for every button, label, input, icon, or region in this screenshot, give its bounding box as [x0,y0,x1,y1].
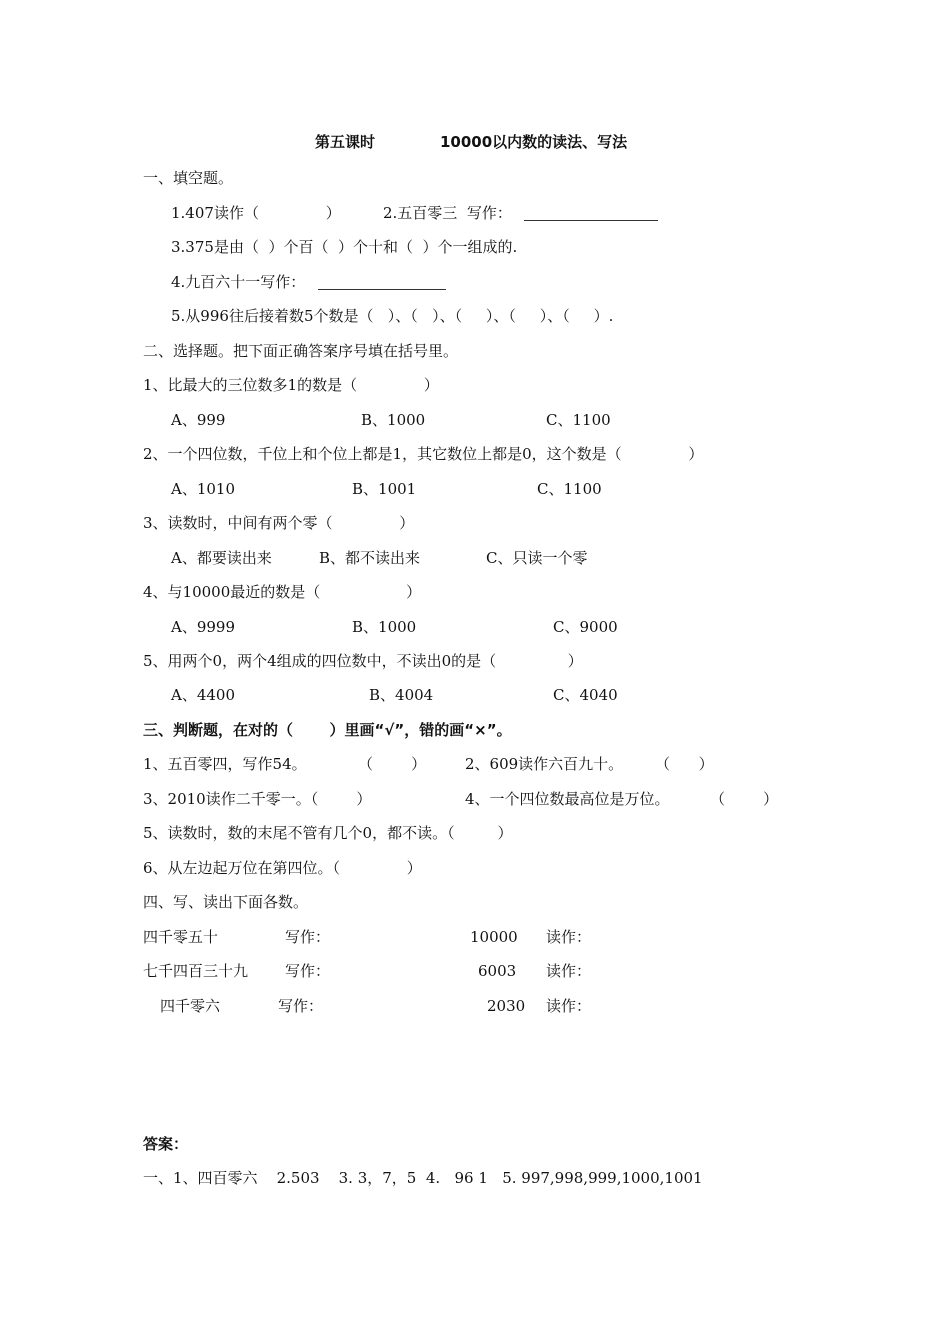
s4-read-label: 读作： [546,997,592,1015]
option-c: C、4040 [553,686,618,704]
s2-question: 2、一个四位数，千位上和个位上都是1，其它数位上都是0，这个数是（ ） [143,445,704,463]
s4-word: 四千零五十 [143,928,219,946]
option-c: C、1100 [537,480,602,498]
s4-number: 10000 [470,928,518,946]
s2-question: 3、读数时，中间有两个零（ ） [143,514,415,532]
s2-question: 1、比最大的三位数多1的数是（ ） [143,376,439,394]
answer-blank[interactable] [318,275,446,290]
s4-read-label: 读作： [546,928,592,946]
section3-heading: 三、判断题，在对的（ ）里画“√”，错的画“×”。 [143,721,512,739]
s3-item-6: 6、从左边起万位在第四位。（ ） [143,859,422,877]
s1-q2: 2.五百零三 写作： [383,204,512,222]
s4-word: 四千零六 [160,997,221,1015]
s4-write-label: 写作： [278,997,324,1015]
option-b: B、1000 [352,618,417,636]
section1-heading: 一、填空题。 [143,169,234,187]
s1-q1: 1.407读作（ ） [171,204,341,222]
option-b: B、1000 [361,411,426,429]
s3-paren-4[interactable]: （ ） [710,790,779,808]
answers-line: 一、1、四百零六 2.503 3. 3，7，5 4. 96 1 5. 997,998,999,1000,1001 [143,1169,703,1187]
s1-q4: 4.九百六十一写作： [171,273,306,291]
option-b: B、4004 [369,686,434,704]
s4-read-label: 读作： [546,962,592,980]
option-a: A、4400 [171,686,236,704]
s3-item-4: 4、一个四位数最高位是万位。 [465,790,670,808]
s3-item-2: 2、609读作六百九十。 [465,755,624,773]
s2-question: 5、用两个0，两个4组成的四位数中，不读出0的是（ ） [143,652,583,670]
section4-heading: 四、写、读出下面各数。 [143,893,309,911]
s4-write-label: 写作： [285,962,331,980]
answer-blank[interactable] [524,206,658,221]
s3-paren-2[interactable]: （ ） [655,755,714,773]
s2-question: 4、与10000最近的数是（ ） [143,583,422,601]
option-a: A、9999 [171,618,236,636]
title-lesson: 第五课时 [315,133,376,151]
option-a: A、999 [171,411,226,429]
option-b: B、1001 [352,480,417,498]
option-a: A、1010 [171,480,236,498]
s4-word: 七千四百三十九 [143,962,249,980]
section2-heading: 二、选择题。把下面正确答案序号填在括号里。 [143,342,459,360]
option-b: B、都不读出来 [319,549,421,567]
s4-number: 2030 [487,997,526,1015]
s4-number: 6003 [478,962,517,980]
answers-heading: 答案： [143,1135,189,1153]
s1-q3: 3.375是由（ ）个百（ ）个十和（ ）个一组成的. [171,238,518,256]
title-topic: 10000以内数的读法、写法 [440,133,628,151]
s1-q5: 5.从996往后接着数5个数是（ ）、（ ）、（ ）、（ ）、（ ）. [171,307,614,325]
s3-item-1: 1、五百零四，写作54。 [143,755,307,773]
option-c: C、只读一个零 [486,549,588,567]
option-c: C、9000 [553,618,618,636]
option-a: A、都要读出来 [171,549,272,567]
option-c: C、1100 [546,411,611,429]
s4-write-label: 写作： [285,928,331,946]
s3-paren-1[interactable]: （ ） [358,755,427,773]
s3-item-3: 3、2010读作二千零一。（ ） [143,790,372,808]
s3-item-5: 5、读数时，数的末尾不管有几个0，都不读。（ ） [143,824,513,842]
